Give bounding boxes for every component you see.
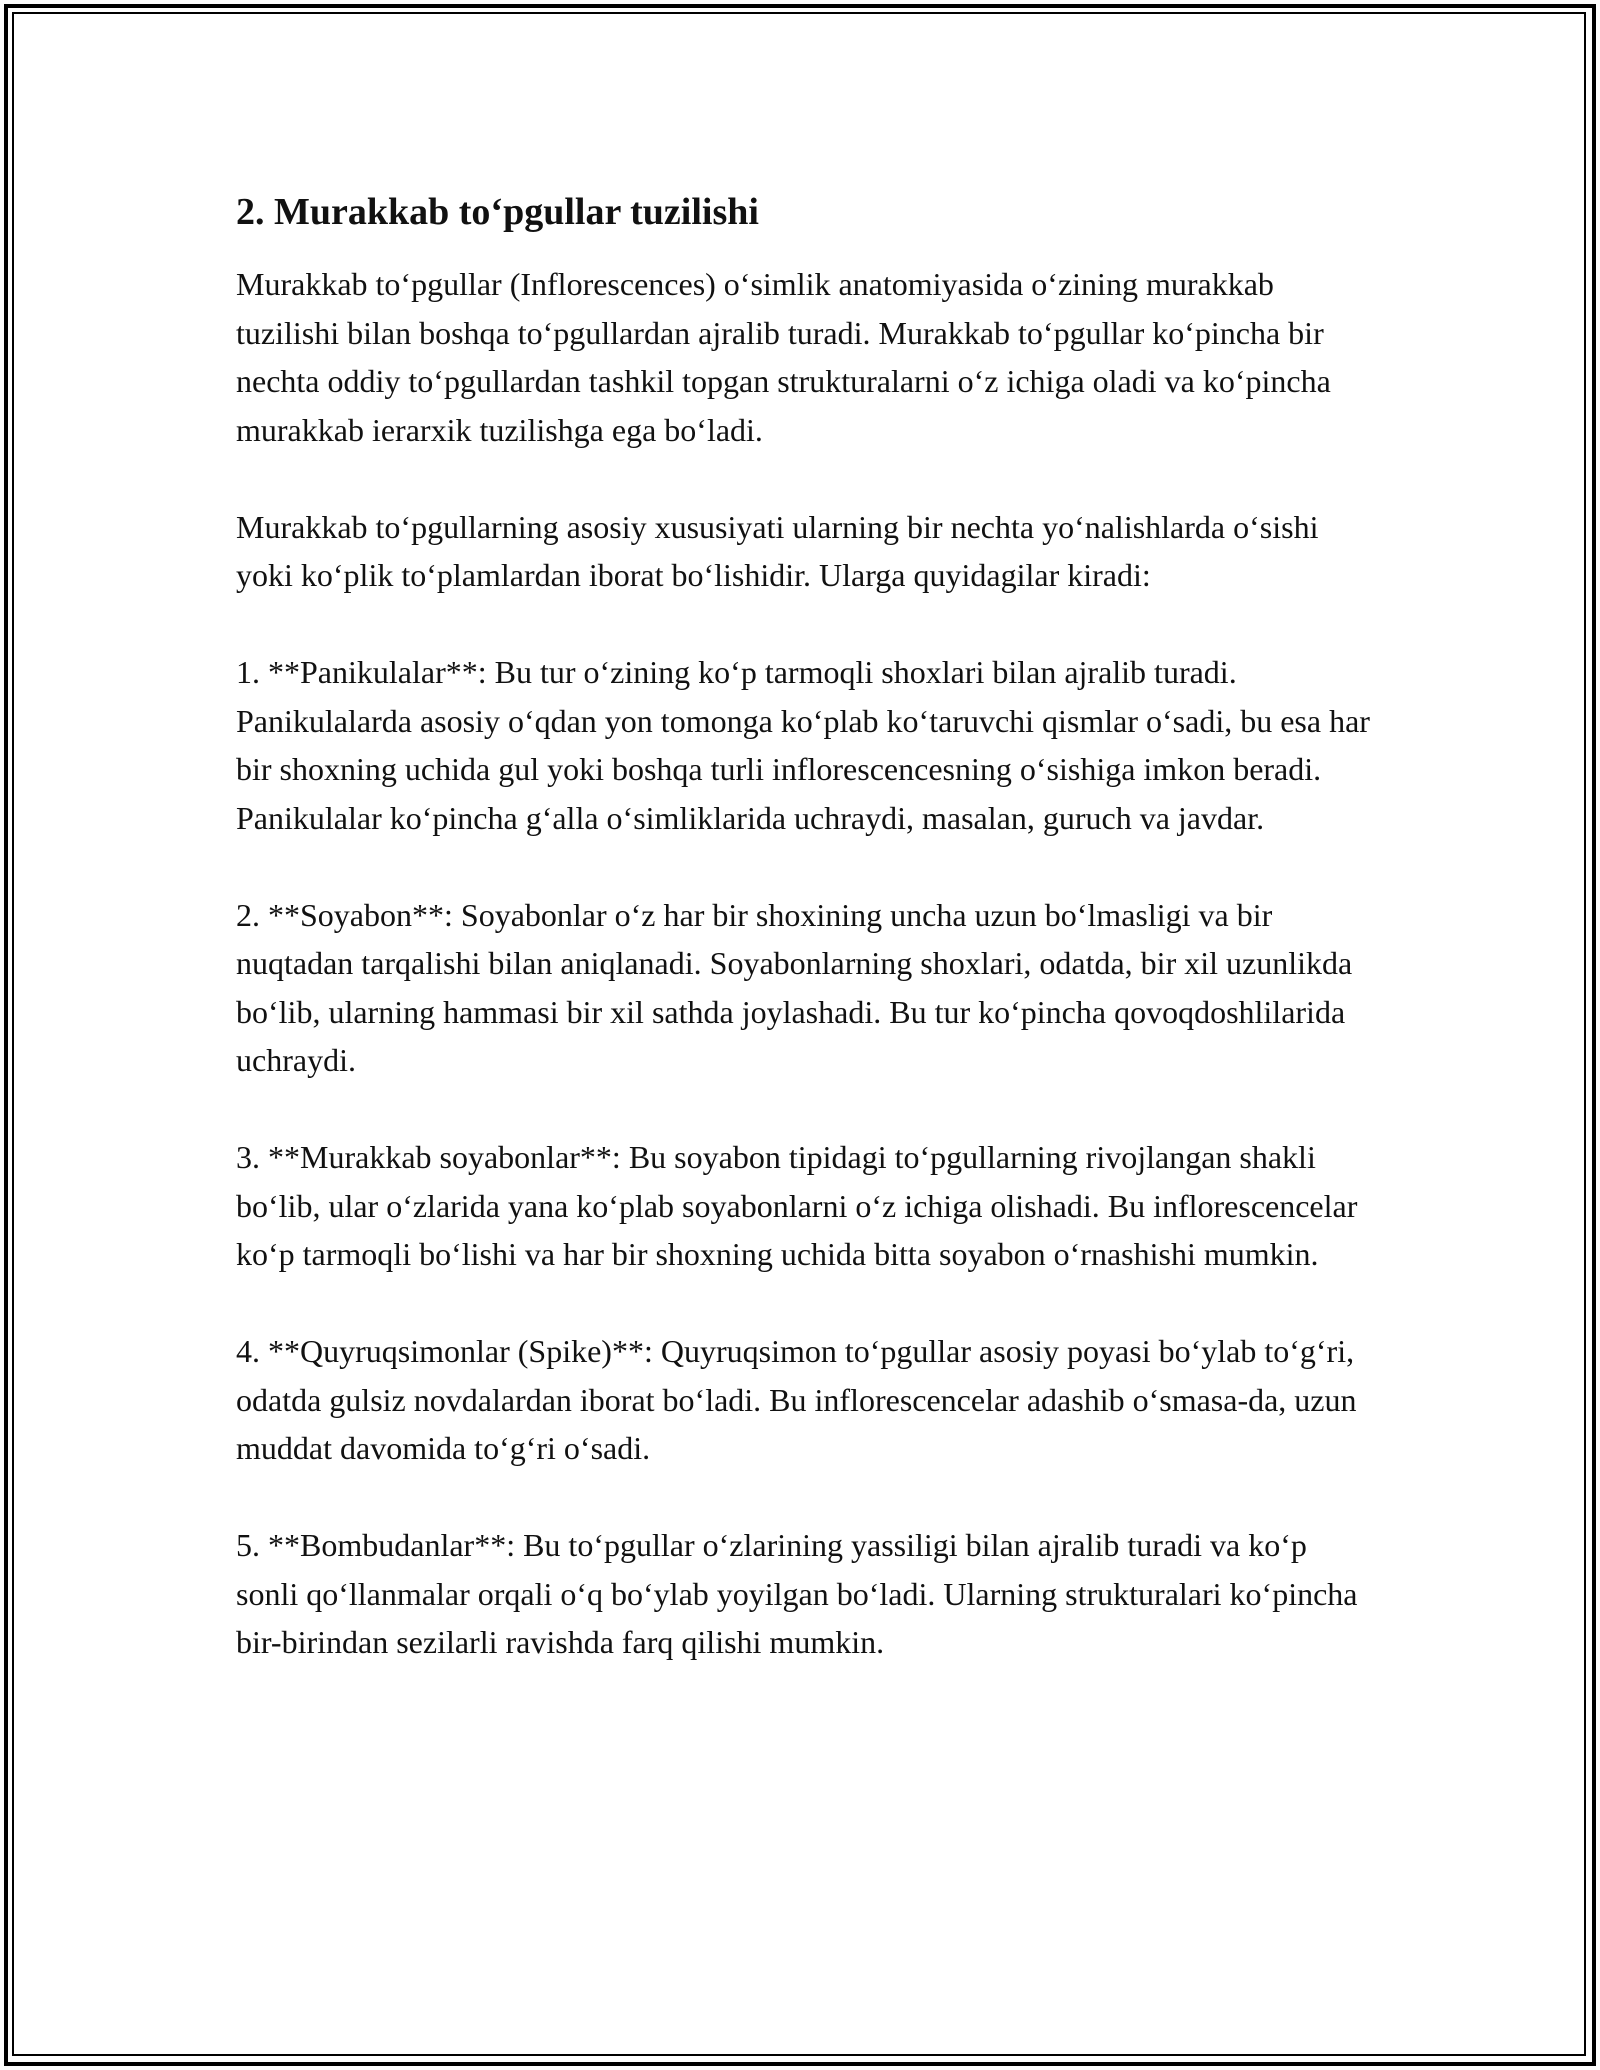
list-item-quyruqsimonlar: 4. **Quyruqsimonlar (Spike)**: Quyruqsimon to‘pgullar asosiy poyasi bo‘ylab to‘g‘ri, odatda gulsiz novdalardan iborat bo‘ladi. Bu inflorescencelar adashib o‘smasa-da, uzun muddat davomida to‘g‘ri o‘sadi. <box>236 1333 1357 1466</box>
features-paragraph: Murakkab to‘pgullarning asosiy xususiyati ularning bir nechta yo‘nalishlarda o‘sishi yoki ko‘plik to‘plamlardan iborat bo‘lishidir. Ularga quyidagilar kiradi: <box>236 508 1319 593</box>
intro-paragraph: Murakkab to‘pgullar (Inflorescences) o‘simlik anatomiyasida o‘zining murakkab tuzilishi bilan boshqa to‘pgullardan ajralib turadi. Murakkab to‘pgullar ko‘pincha bir nechta oddiy to‘pgullardan tashkil topgan strukturalarni o‘z ichiga oladi va ko‘pincha murakkab ierarxik tuzilishga ega bo‘ladi. <box>236 266 1331 448</box>
list-item-panikulalar: 1. **Panikulalar**: Bu tur o‘zining ko‘p tarmoqli shoxlari bilan ajralib turadi. Panikulalarda asosiy o‘qdan yon tomonga ko‘plab ko‘taruvchi qismlar o‘sadi, bu esa har bir shoxning uchida gul yoki boshqa turli inflorescencesning o‘sishiga imkon beradi. Panikulalar ko‘pincha g‘alla o‘simliklarida uchraydi, masalan, guruch va javdar. <box>236 654 1370 836</box>
list-item-murakkab-soyabonlar: 3. **Murakkab soyabonlar**: Bu soyabon tipidagi to‘pgullarning rivojlangan shakli bo‘lib, ular o‘zlarida yana ko‘plab soyabonlarni o‘z ichiga olishadi. Bu inflorescencelar ko‘p tarmoqli bo‘lishi va har bir shoxning uchida bitta soyabon o‘rnashishi mumkin. <box>236 1139 1358 1272</box>
list-item-bombudanlar: 5. **Bombudanlar**: Bu to‘pgullar o‘zlarining yassiligi bilan ajralib turadi va ko‘p sonli qo‘llanmalar orqali o‘q bo‘ylab yoyilgan bo‘ladi. Ularning strukturalari ko‘pincha bir-birindan sezilarli ravishda farq qilishi mumkin. <box>236 1527 1358 1660</box>
list-item-soyabon: 2. **Soyabon**: Soyabonlar o‘z har bir shoxining uncha uzun bo‘lmasligi va bir nuqtadan tarqalishi bilan aniqlanadi. Soyabonlarning shoxlari, odatda, bir xil uzunlikda bo‘lib, ularning hammasi bir xil sathda joylashadi. Bu tur ko‘pincha qovoqdoshlilarida uchraydi. <box>236 896 1353 1078</box>
document-body <box>236 186 1376 1715</box>
section-heading: 2. Murakkab to‘pgullar tuzilishi <box>236 191 759 233</box>
